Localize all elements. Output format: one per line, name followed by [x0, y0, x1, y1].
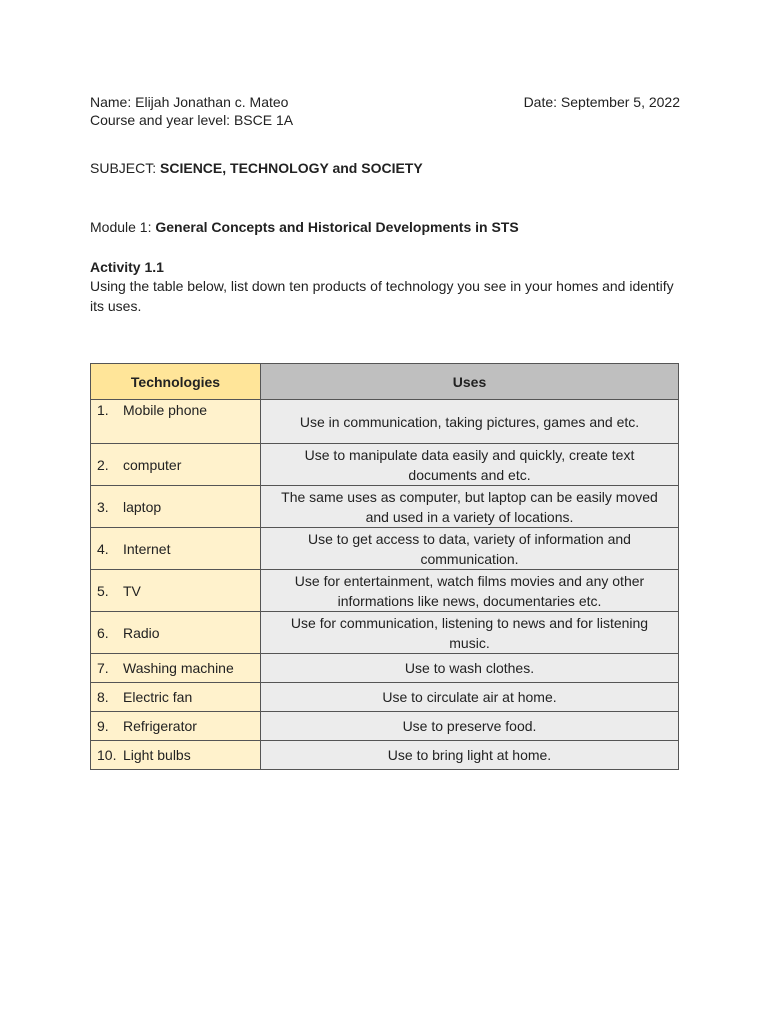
table-row	[91, 612, 679, 654]
technology-cell	[91, 712, 261, 741]
header-row	[90, 93, 680, 111]
row-number: 9.	[97, 718, 109, 734]
technology-name: Light bulbs	[123, 747, 191, 763]
technology-cell	[91, 400, 261, 444]
activity-instructions: Using the table below, list down ten products of technology you see in your homes and identify its uses.	[90, 278, 674, 314]
table-row	[91, 654, 679, 683]
uses-cell: Use to get access to data, variety of information and communication.	[261, 528, 679, 570]
uses-cell: Use for communication, listening to news and for listening music.	[261, 612, 679, 654]
technologies-header: Technologies	[91, 364, 261, 400]
module-prefix: Module 1:	[90, 219, 156, 235]
technology-name: Washing machine	[123, 660, 234, 676]
table-row	[91, 712, 679, 741]
uses-cell: Use for entertainment, watch films movies and any other informations like news, documentaries etc.	[261, 570, 679, 612]
technology-table	[90, 363, 679, 770]
subject-line	[90, 159, 680, 177]
activity-title: Activity 1.1	[90, 259, 164, 275]
student-name: Name: Elijah Jonathan c. Mateo	[90, 94, 289, 110]
row-number: 1.	[97, 402, 109, 418]
technology-name: Mobile phone	[123, 402, 208, 418]
technology-name: TV	[123, 582, 141, 599]
table-header-row	[91, 364, 679, 400]
technology-name: Electric fan	[123, 689, 193, 705]
uses-cell: Use to preserve food.	[261, 712, 679, 741]
technology-cell	[91, 612, 261, 654]
row-number: 6.	[97, 624, 109, 641]
module-line	[90, 218, 680, 236]
uses-cell: Use to circulate air at home.	[261, 683, 679, 712]
uses-cell: Use in communication, taking pictures, games and etc.	[261, 400, 679, 444]
technology-cell	[91, 683, 261, 712]
table-row	[91, 528, 679, 570]
uses-header: Uses	[261, 364, 679, 400]
table-row	[91, 741, 679, 770]
technology-name: Radio	[123, 624, 160, 641]
uses-cell: The same uses as computer, but laptop can be easily moved and used in a variety of locations.	[261, 486, 679, 528]
technology-name: Internet	[123, 540, 171, 557]
technology-cell	[91, 741, 261, 770]
table-row	[91, 683, 679, 712]
course-year-level: Course and year level: BSCE 1A	[90, 112, 294, 128]
table-row	[91, 400, 679, 444]
technology-cell	[91, 444, 261, 486]
row-number: 8.	[97, 689, 109, 705]
technology-name: computer	[123, 456, 182, 473]
technology-name: Refrigerator	[123, 718, 197, 734]
module-value: General Concepts and Historical Developments in STS	[155, 219, 519, 235]
subject-value: SCIENCE, TECHNOLOGY and SOCIETY	[160, 160, 423, 176]
technology-name: laptop	[123, 498, 162, 515]
document-page	[90, 93, 680, 316]
row-number: 5.	[97, 582, 109, 599]
technology-cell	[91, 528, 261, 570]
technology-cell	[91, 654, 261, 683]
subject-prefix: SUBJECT:	[90, 160, 161, 176]
table-row	[91, 444, 679, 486]
row-number: 3.	[97, 498, 109, 515]
uses-cell: Use to bring light at home.	[261, 741, 679, 770]
uses-cell: Use to manipulate data easily and quickly, create text documents and etc.	[261, 444, 679, 486]
table-row	[91, 486, 679, 528]
row-number: 7.	[97, 660, 109, 676]
technology-cell	[91, 486, 261, 528]
row-number: 10.	[97, 747, 117, 763]
row-number: 2.	[97, 456, 109, 473]
uses-cell: Use to wash clothes.	[261, 654, 679, 683]
table-row	[91, 570, 679, 612]
technology-cell	[91, 570, 261, 612]
row-number: 4.	[97, 540, 109, 557]
submission-date: Date: September 5, 2022	[523, 94, 680, 110]
